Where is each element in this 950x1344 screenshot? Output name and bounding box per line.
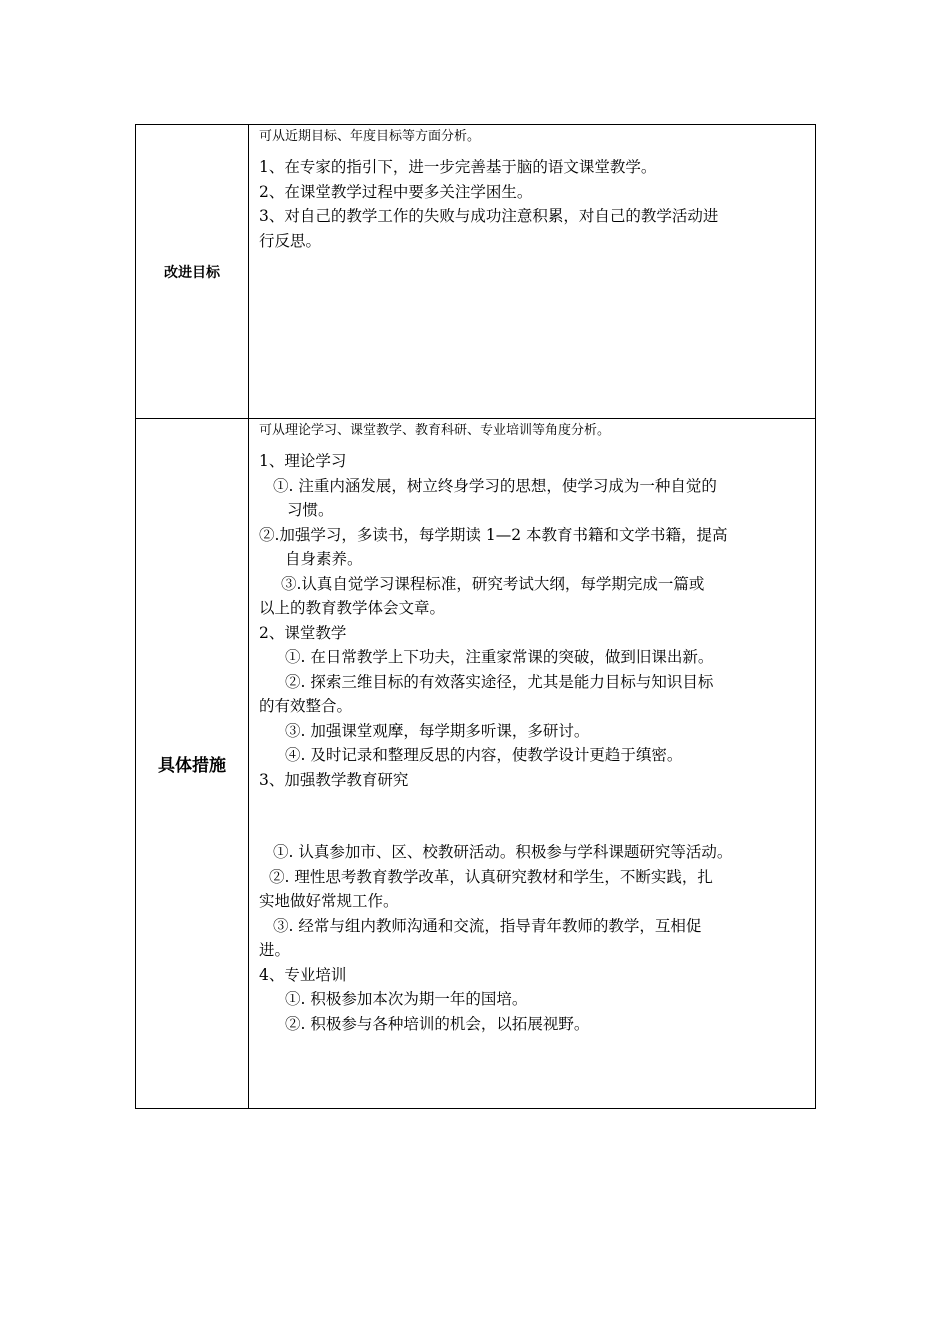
measure-line: ③. 加强课堂观摩，每学期多听课，多研讨。 — [285, 721, 590, 740]
measure-line: ③. 经常与组内教师沟通和交流，指导青年教师的教学，互相促 — [273, 916, 702, 935]
hint-text: 可从近期目标、年度目标等方面分析。 — [259, 129, 481, 144]
section-content-goals — [249, 125, 816, 419]
measure-line: 的有效整合。 — [259, 697, 353, 715]
measure-line: ②. 理性思考教育教学改革，认真研究教材和学生，不断实践，扎 — [269, 867, 713, 886]
measure-line: ①. 注重内涵发展，树立终身学习的思想，使学习成为一种自觉的 — [273, 476, 717, 495]
section-label-measures: 具体措施 — [136, 419, 249, 1109]
measure-line: ②.加强学习，多读书，每学期读 1—2 本教育书籍和文学书籍，提高 — [259, 525, 728, 544]
section-row-goals — [136, 125, 816, 419]
measure-line: 以上的教育教学体会文章。 — [259, 599, 446, 617]
heading-classroom: 2、课堂教学 — [259, 623, 347, 642]
measure-line: 进。 — [259, 941, 291, 959]
heading-theory: 1、理论学习 — [259, 452, 347, 470]
goal-line: 2、在课堂教学过程中要多关注学困生。 — [259, 182, 533, 201]
measure-line: ②. 积极参与各种培训的机会，以拓展视野。 — [285, 1014, 590, 1033]
goal-line: 1、在专家的指引下，进一步完善基于脑的语文课堂教学。 — [259, 158, 657, 176]
heading-training: 4、专业培训 — [259, 965, 347, 984]
section-content-measures — [249, 419, 816, 1109]
measure-line: ②. 探索三维目标的有效落实途径，尤其是能力目标与知识目标 — [285, 672, 714, 691]
measure-line: ①. 积极参加本次为期一年的国培。 — [285, 990, 528, 1008]
plan-table — [135, 124, 816, 1109]
goal-line: 行反思。 — [259, 231, 322, 250]
heading-research: 3、加强教学教育研究 — [259, 770, 409, 789]
section-row-measures — [136, 419, 816, 1109]
measure-line: 习惯。 — [287, 501, 334, 519]
section-label-goals: 改进目标 — [136, 125, 249, 419]
goal-line: 3、对自己的教学工作的失败与成功注意积累，对自己的教学活动进 — [259, 207, 719, 225]
measure-line: ④. 及时记录和整理反思的内容，使教学设计更趋于缜密。 — [285, 746, 683, 764]
measure-line: ③.认真自觉学习课程标准，研究考试大纲，每学期完成一篇或 — [281, 574, 705, 593]
measure-line: ①. 认真参加市、区、校教研活动。积极参与学科课题研究等活动。 — [273, 843, 733, 861]
hint-text: 可从理论学习、课堂教学、教育科研、专业培训等角度分析。 — [259, 423, 611, 438]
measure-line: 自身素养。 — [285, 550, 363, 568]
measure-line: ①. 在日常教学上下功夫，注重家常课的突破，做到旧课出新。 — [285, 648, 714, 666]
measure-line: 实地做好常规工作。 — [259, 892, 399, 910]
